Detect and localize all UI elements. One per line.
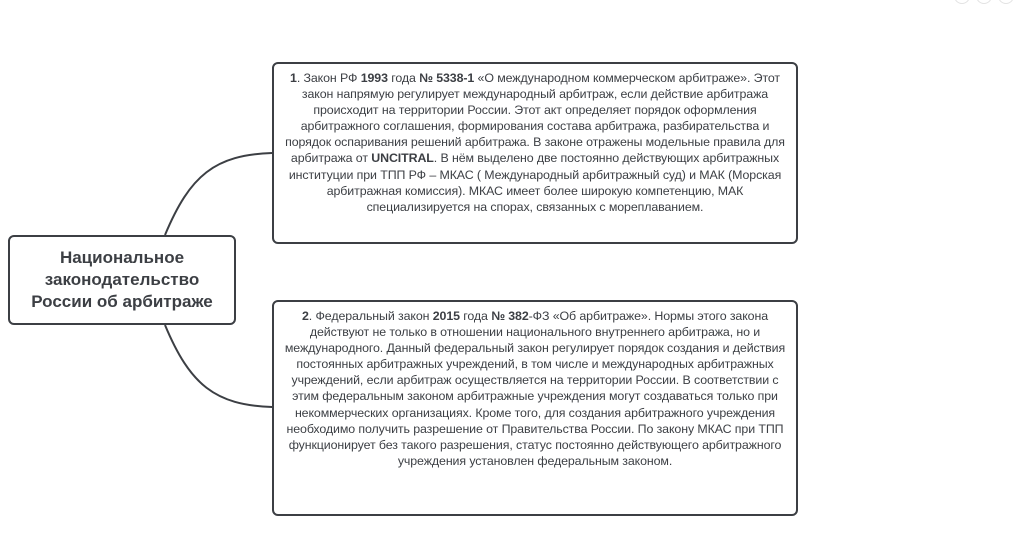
connector-root-to-topic-1 [165,153,272,235]
topic-text-bold-fragment: № 382 [491,309,529,323]
topic-text-bold-fragment: № 5338-1 [419,71,475,85]
connector-root-to-topic-2 [165,325,272,407]
topic-text [285,71,785,214]
central-topic-title: Национальное законодательство России об арбитраже [31,248,213,311]
topic-text-fragment: -ФЗ «Об арбитраже». Нормы этого закона действуют не только в отношении национального внутреннего арбитража, но и международного. Данный федеральный закон регулирует порядок создания и действия постоянных арбитражных учреждений, в том числе и международных арбитражных учреждений, если арбитраж осуществляется на территории России. В соответствии с этим федеральным законом арбитражные учреждения могут создаваться только при некоммерческих организациях. Кроме того, для создания арбитражного учреждения необходимо получить разрешение от Правительства России. По закону МКАС при ТПП функционирует без такого разрешения, статус постоянно действующего арбитражного учреждения установлен федеральным законом. [284,309,786,468]
topic-text-fragment: . В нём выделено две постоянно действующих арбитражных институции при ТПП РФ – МКАС ( Международный арбитражный суд) и МАК (Морская арбитражная комиссия). МКАС имеет более широкую компетенцию, МАК специализируется на спорах, связанных с мореплаванием. [288,151,782,214]
topic-text-bold-fragment: 2015 [432,309,460,323]
circle-icon [976,0,992,4]
topic-text-bold-fragment: 1993 [360,71,388,85]
circle-icon [998,0,1014,4]
topic-text [285,309,785,468]
topic-text-fragment: года [459,309,492,323]
central-topic-node[interactable] [8,235,236,325]
topic-text-fragment: . Федеральный закон [308,309,433,323]
topic-text-bold-fragment: 2 [302,309,309,323]
topic-text-fragment: года [387,71,420,85]
topic-text-fragment: . Закон РФ [296,71,361,85]
topic-text-bold-fragment: 1 [290,71,297,85]
topic-text-fragment: «О международном коммерческом арбитраже». Этот закон напрямую регулирует международный арбитраж, если действие арбитража происходит на территории России. Этот акт определяет порядок оформления арбитражного соглашения, формирования состава арбитража, разбирательства и порядок оспаривания решений арбитража. В законе отражены модельные правила для арбитража от [285,71,785,166]
topic-node-1993-law[interactable] [272,62,798,244]
circle-icon [954,0,970,4]
window-controls-decoration [934,0,1024,6]
topic-text-bold-fragment: UNCITRAL [371,151,434,166]
topic-node-2015-law[interactable] [272,300,798,516]
